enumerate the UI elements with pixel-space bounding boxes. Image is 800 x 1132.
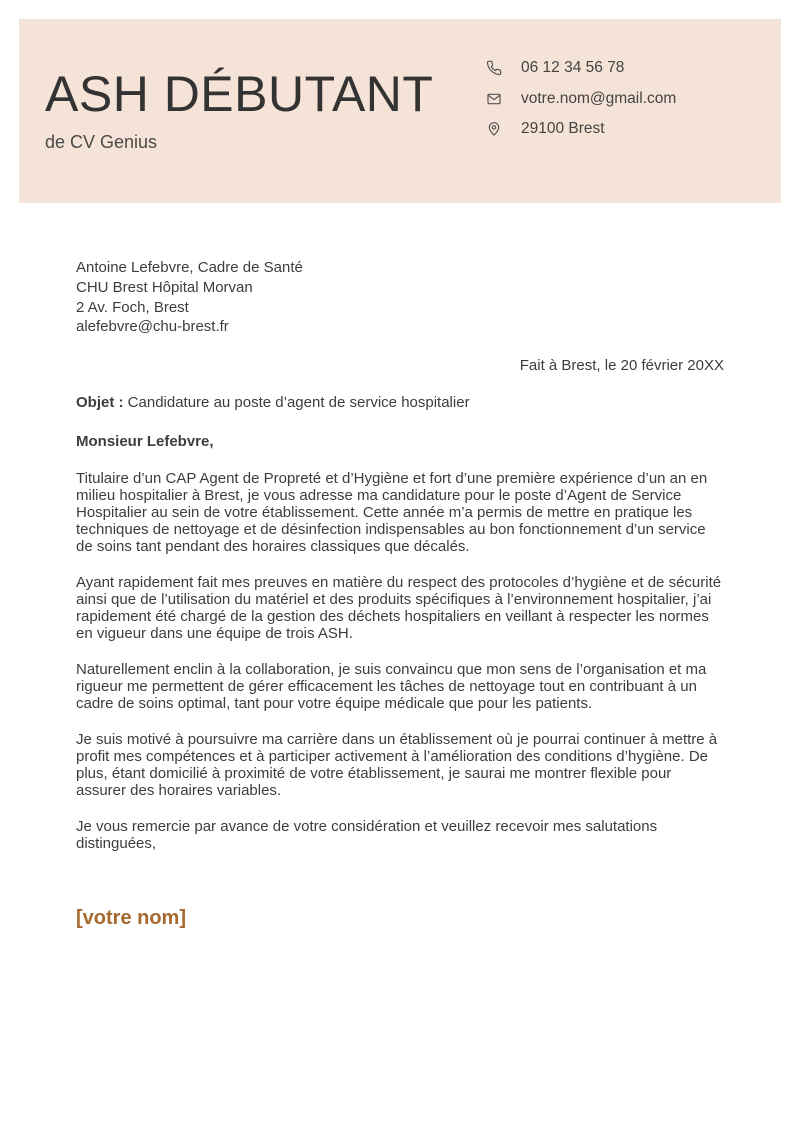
recipient-name: Antoine Lefebvre, Cadre de Santé bbox=[76, 259, 303, 276]
contact-location bbox=[485, 114, 676, 145]
letter-body bbox=[76, 258, 724, 852]
recipient-block bbox=[76, 258, 724, 337]
subject-text: Candidature au poste d’agent de service hospitalier bbox=[127, 394, 470, 412]
recipient-address: 2 Av. Foch, Brest bbox=[76, 298, 189, 316]
page-subtitle: de CV Genius bbox=[45, 132, 158, 152]
envelope-icon bbox=[485, 90, 503, 108]
header-banner bbox=[19, 19, 781, 203]
letter-paragraph: Naturellement enclin à la collaboration, je suis convaincu que mon sens de l’organisation et ma rigueur me permettent de gérer efficacement les tâches de nettoyage tout en contribuant à un cadre de soins optimal, tant pour votre équipe médicale que pour les patients. bbox=[76, 661, 707, 713]
recipient-email: alefebvre@chu-brest.fr bbox=[76, 318, 229, 336]
location-text: 29100 Brest bbox=[521, 120, 605, 138]
letter-salutation: Monsieur Lefebvre, bbox=[76, 433, 214, 451]
letter-closing: Je vous remercie par avance de votre considération et veuillez recevoir mes salutations distinguées, bbox=[76, 818, 658, 853]
contact-block bbox=[485, 53, 676, 145]
letter-paragraph: Ayant rapidement fait mes preuves en matière du respect des protocoles d’hygiène et de sécurité ainsi que de l’utilisation du matériel et des produits spécifiques à l’environnement hospitalier, j’ai rapidement été chargé de la gestion des déchets hospitaliers en veillant à respecter les normes en vigueur dans une équipe de trois ASH. bbox=[76, 574, 722, 643]
email-address: votre.nom@gmail.com bbox=[521, 89, 677, 107]
phone-number: 06 12 34 56 78 bbox=[521, 59, 625, 77]
contact-email bbox=[485, 84, 676, 115]
letter-date: Fait à Brest, le 20 février 20XX bbox=[519, 357, 724, 375]
contact-phone bbox=[485, 53, 676, 84]
letter-paragraph: Je suis motivé à poursuivre ma carrière dans un établissement où je pourrai continuer à mettre à profit mes compétences et à participer activement à l’amélioration des conditions d’hygiène. De plus, étant domicilié à proximité de votre établissement, je saurai me montrer flexible pour assurer des horaires variables. bbox=[76, 731, 718, 800]
subject-label: Objet : bbox=[76, 394, 124, 412]
page-title: ASH DÉBUTANT bbox=[45, 66, 434, 122]
signature-name: [votre nom] bbox=[76, 907, 186, 929]
phone-icon bbox=[485, 59, 503, 77]
recipient-organization: CHU Brest Hôpital Morvan bbox=[76, 278, 253, 296]
letter-subject bbox=[76, 393, 724, 412]
letter-paragraph: Titulaire d’un CAP Agent de Propreté et d’Hygiène et fort d’une première expérience d’un an en milieu hospitalier à Brest, je vous adresse ma candidature pour le poste d’Agent de Service Hospitalier au sein de votre établissement. Cette année m’a permis de mettre en pratique les techniques de nettoyage et de désinfection indispensables au bon fonctionnement d’un service de soins tant pendant des horaires classiques que décalés. bbox=[76, 470, 708, 556]
map-pin-icon bbox=[485, 120, 503, 138]
